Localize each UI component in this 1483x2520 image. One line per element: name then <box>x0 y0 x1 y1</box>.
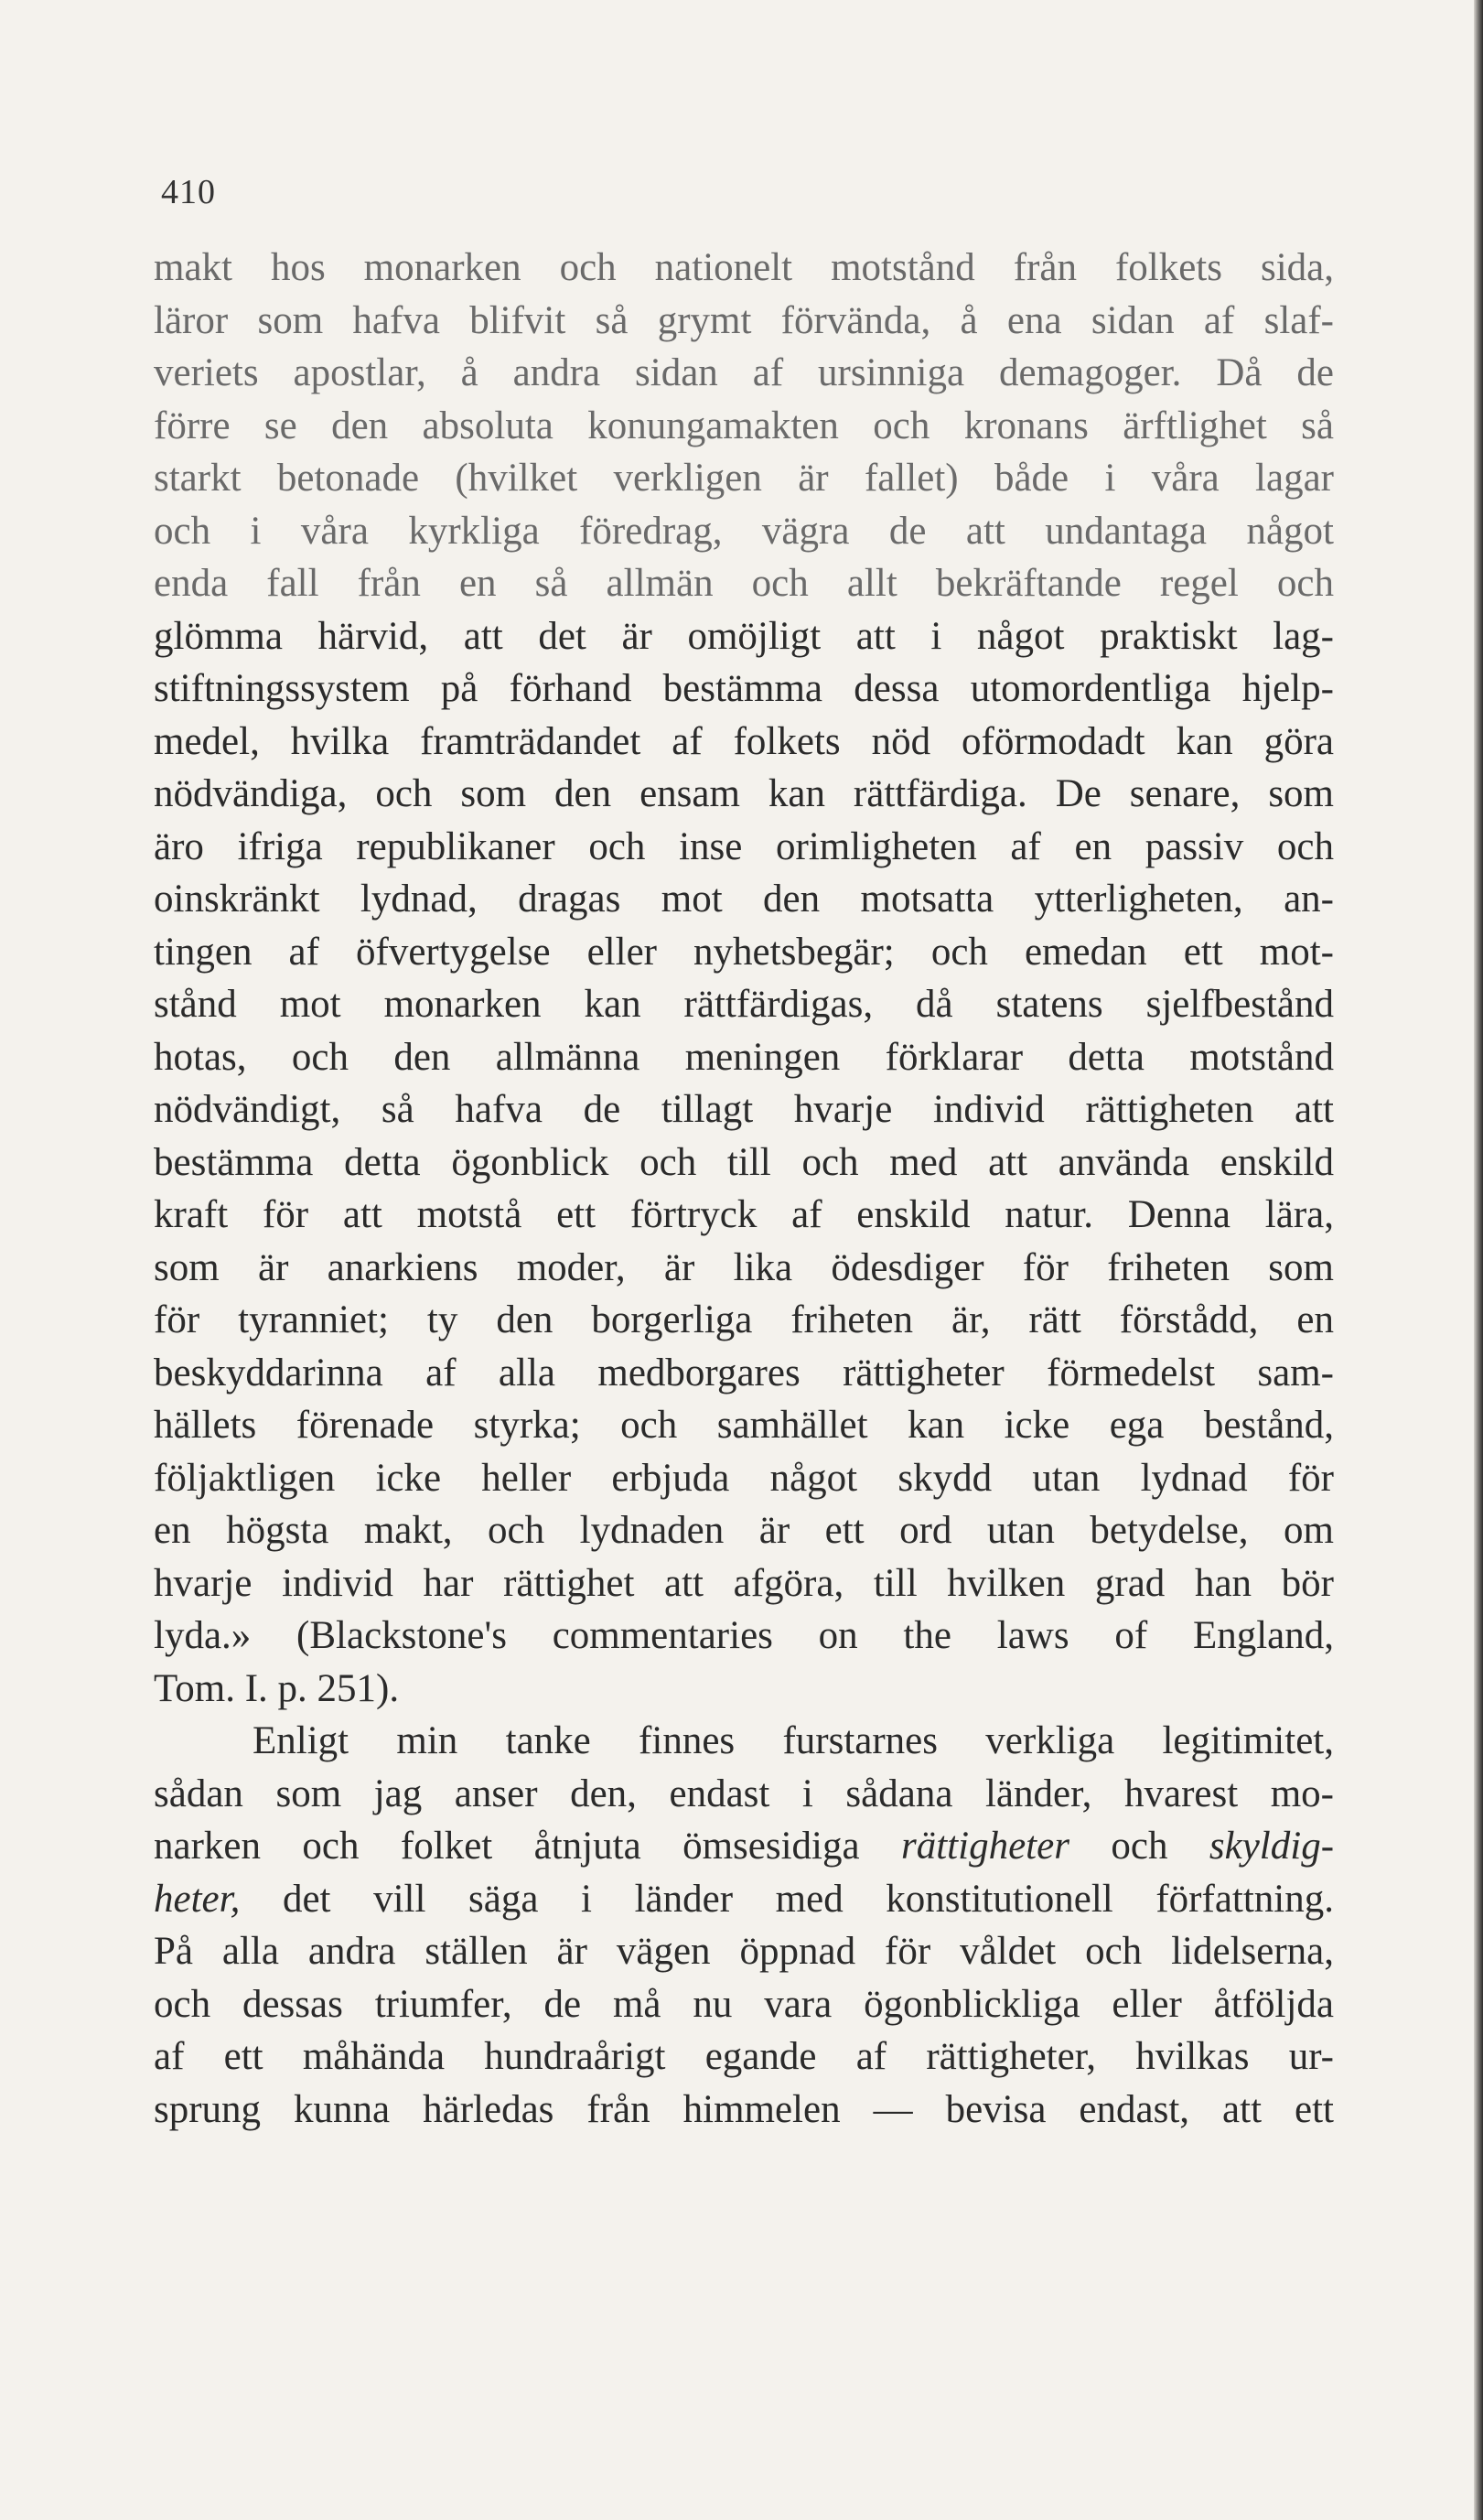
text-run: det vill säga i länder med konstitutionell författning. <box>282 1877 1334 1921</box>
text-line: nödvändiga, och som den ensam kan rättfärdiga. De senare, som <box>154 772 1334 815</box>
paragraph-start-line: Enligt min tanke finnes furstarnes verkliga legitimitet, <box>253 1719 1334 1762</box>
text-run: och <box>1111 1825 1168 1868</box>
text-line: stiftningssystem på förhand bestämma dessa utomordentliga hjelp- <box>154 667 1334 710</box>
text-line: enda fall från en så allmän och allt bekräftande regel och <box>154 562 1334 605</box>
body-text <box>154 242 1334 2136</box>
text-line: följaktligen icke heller erbjuda något skydd utan lydnad för <box>154 1456 1334 1500</box>
text-line: hvarje individ har rättighet att afgöra, till hvilken grad han bör <box>154 1561 1334 1605</box>
text-line: På alla andra ställen är vägen öppnad för våldet och lidelserna, <box>154 1930 1334 1973</box>
page-edge-shadow <box>1474 0 1483 2520</box>
text-line: nödvändigt, så hafva de tillagt hvarje individ rättigheten att <box>154 1088 1334 1131</box>
text-line: veriets apostlar, å andra sidan af ursinniga demagoger. Då de <box>154 351 1334 394</box>
text-line: kraft för att motstå ett förtryck af enskild natur. Denna lära, <box>154 1193 1334 1236</box>
text-line: oinskränkt lydnad, dragas mot den motsatta ytterligheten, an- <box>154 878 1334 921</box>
text-line: af ett måhända hundraårigt egande af rättigheter, hvilkas ur- <box>154 2035 1334 2078</box>
text-line-with-emphasis <box>154 1820 1334 1873</box>
text-line-with-emphasis <box>154 1873 1334 1926</box>
text-line: sprung kunna härledas från himmelen — bevisa endast, att ett <box>154 2087 1334 2131</box>
text-line: sådan som jag anser den, endast i sådana länder, hvarest mo- <box>154 1772 1334 1815</box>
text-line: och i våra kyrkliga föredrag, vägra de att undantaga något <box>154 509 1334 553</box>
text-line: tingen af öfvertygelse eller nyhetsbegär; och emedan ett mot- <box>154 930 1334 974</box>
text-line: lyda.» (Blackstone's commentaries on the laws of England, <box>154 1614 1334 1657</box>
text-line: makt hos monarken och nationelt motstånd från folkets sida, <box>154 246 1334 289</box>
text-line: läror som hafva blifvit så grymt förvända, å ena sidan af slaf- <box>154 298 1334 342</box>
text-line: som är anarkiens moder, är lika ödesdiger för friheten som <box>154 1245 1334 1289</box>
text-line: stånd mot monarken kan rättfärdigas, då statens sjelfbestånd <box>154 983 1334 1026</box>
text-line: medel, hvilka framträdandet af folkets nöd oförmodadt kan göra <box>154 719 1334 763</box>
text-line: hotas, och den allmänna meningen förklarar detta motstånd <box>154 1035 1334 1079</box>
text-line: Tom. I. p. 251). <box>154 1666 400 1710</box>
text-line: äro ifriga republikaner och inse orimligheten af en passiv och <box>154 824 1334 868</box>
emphasis-heter: heter, <box>154 1877 241 1921</box>
emphasis-rattigheter: rättigheter <box>901 1825 1069 1868</box>
text-line: en högsta makt, och lydnaden är ett ord utan betydelse, om <box>154 1509 1334 1552</box>
text-line: beskyddarinna af alla medborgares rättigheter förmedelst sam- <box>154 1351 1334 1395</box>
text-line: hällets förenade styrka; och samhället kan icke ega bestånd, <box>154 1404 1334 1447</box>
page-number: 410 <box>161 173 216 211</box>
text-run: narken och folket åtnjuta ömsesidiga <box>154 1825 860 1868</box>
text-line: starkt betonade (hvilket verkligen är fallet) både i våra lagar <box>154 457 1334 500</box>
text-line: bestämma detta ögonblick och till och med att använda enskild <box>154 1140 1334 1184</box>
text-line: och dessas triumfer, de må nu vara ögonblickliga eller åtföljda <box>154 1982 1334 2026</box>
text-line: för tyranniet; ty den borgerliga friheten är, rätt förstådd, en <box>154 1298 1334 1341</box>
text-line: glömma härvid, att det är omöjligt att i något praktiskt lag- <box>154 614 1334 658</box>
emphasis-skyldig: skyldig- <box>1209 1825 1334 1868</box>
text-line: förre se den absoluta konungamakten och kronans ärftlighet så <box>154 404 1334 447</box>
